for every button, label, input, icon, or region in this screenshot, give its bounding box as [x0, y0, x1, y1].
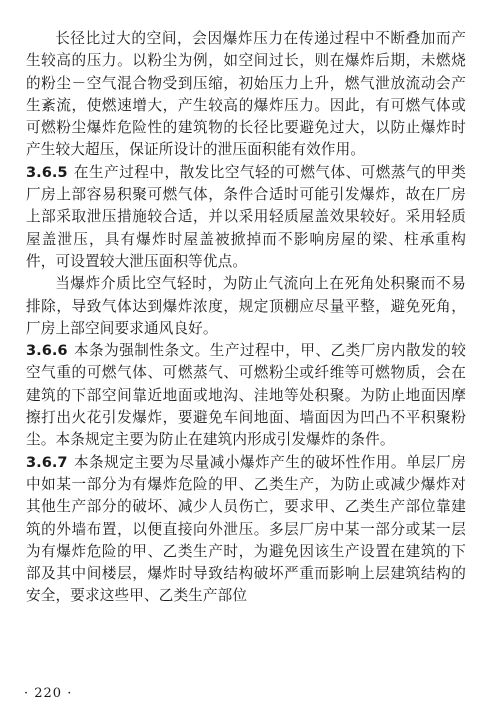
- page-body: [26, 28, 466, 608]
- paragraph-text: 在生产过程中，散发比空气轻的可燃气体、可燃蒸气的甲类厂房上部容易积聚可燃气体，条件合适时可能引发爆炸，故在厂房上部采取泄压措施较合适，并以采用轻质屋盖效果较好。采用轻质屋盖泄压，具有爆炸时屋盖被掀掉而不影响房屋的梁、柱承重构件，可设置较大泄压面积等优点。: [26, 163, 466, 270]
- clause-3-6-5: [26, 162, 466, 273]
- clause-3-6-7: [26, 452, 466, 608]
- page-number: · 220 ·: [24, 686, 73, 701]
- clause-3-6-6: [26, 340, 466, 451]
- clause-number: 3.6.6: [26, 342, 68, 360]
- paragraph-1: [26, 28, 466, 162]
- paragraph-text: 长径比过大的空间，会因爆炸压力在传递过程中不断叠加而产生较高的压力。以粉尘为例，如空间过长，则在爆炸后期，未燃烧的粉尘－空气混合物受到压缩，初始压力上升，燃气泄放流动会产生紊流，使燃速增大，产生较高的爆炸压力。因此，有可燃气体或可燃粉尘爆炸危险性的建筑物的长径比要避免过大，以防止爆炸时产生较大超压，保证所设计的泄压面积能有效作用。: [26, 30, 466, 159]
- paragraph-text: 当爆炸介质比空气轻时，为防止气流向上在死角处积聚而不易排除，导致气体达到爆炸浓度，规定顶棚应尽量平整，避免死角，厂房上部空间要求通风良好。: [26, 275, 466, 337]
- paragraph-text: 本条为强制性条文。生产过程中，甲、乙类厂房内散发的较空气重的可燃气体、可燃蒸气、可燃粉尘或纤维等可燃物质，会在建筑的下部空间靠近地面或地沟、洼地等处积聚。为防止地面因摩擦打出火花引发爆炸，要避免车间地面、墙面因为凹凸不平积聚粉尘。本条规定主要为防止在建筑内形成引发爆炸的条件。: [26, 342, 466, 449]
- paragraph-3: [26, 273, 466, 340]
- clause-number: 3.6.7: [26, 453, 68, 471]
- clause-number: 3.6.5: [26, 163, 68, 181]
- paragraph-text: 本条规定主要为尽量减小爆炸产生的破坏性作用。单层厂房中如某一部分为有爆炸危险的甲、乙类生产，为防止或减少爆炸对其他生产部分的破坏、减少人员伤亡，要求甲、乙类生产部位靠建筑的外墙布置，以便直接向外泄压。多层厂房中某一部分或某一层为有爆炸危险的甲、乙类生产时，为避免因该生产设置在建筑的下部及其中间楼层，爆炸时导致结构破坏严重而影响上层建筑结构的安全，要求这些甲、乙类生产部位: [26, 453, 466, 605]
